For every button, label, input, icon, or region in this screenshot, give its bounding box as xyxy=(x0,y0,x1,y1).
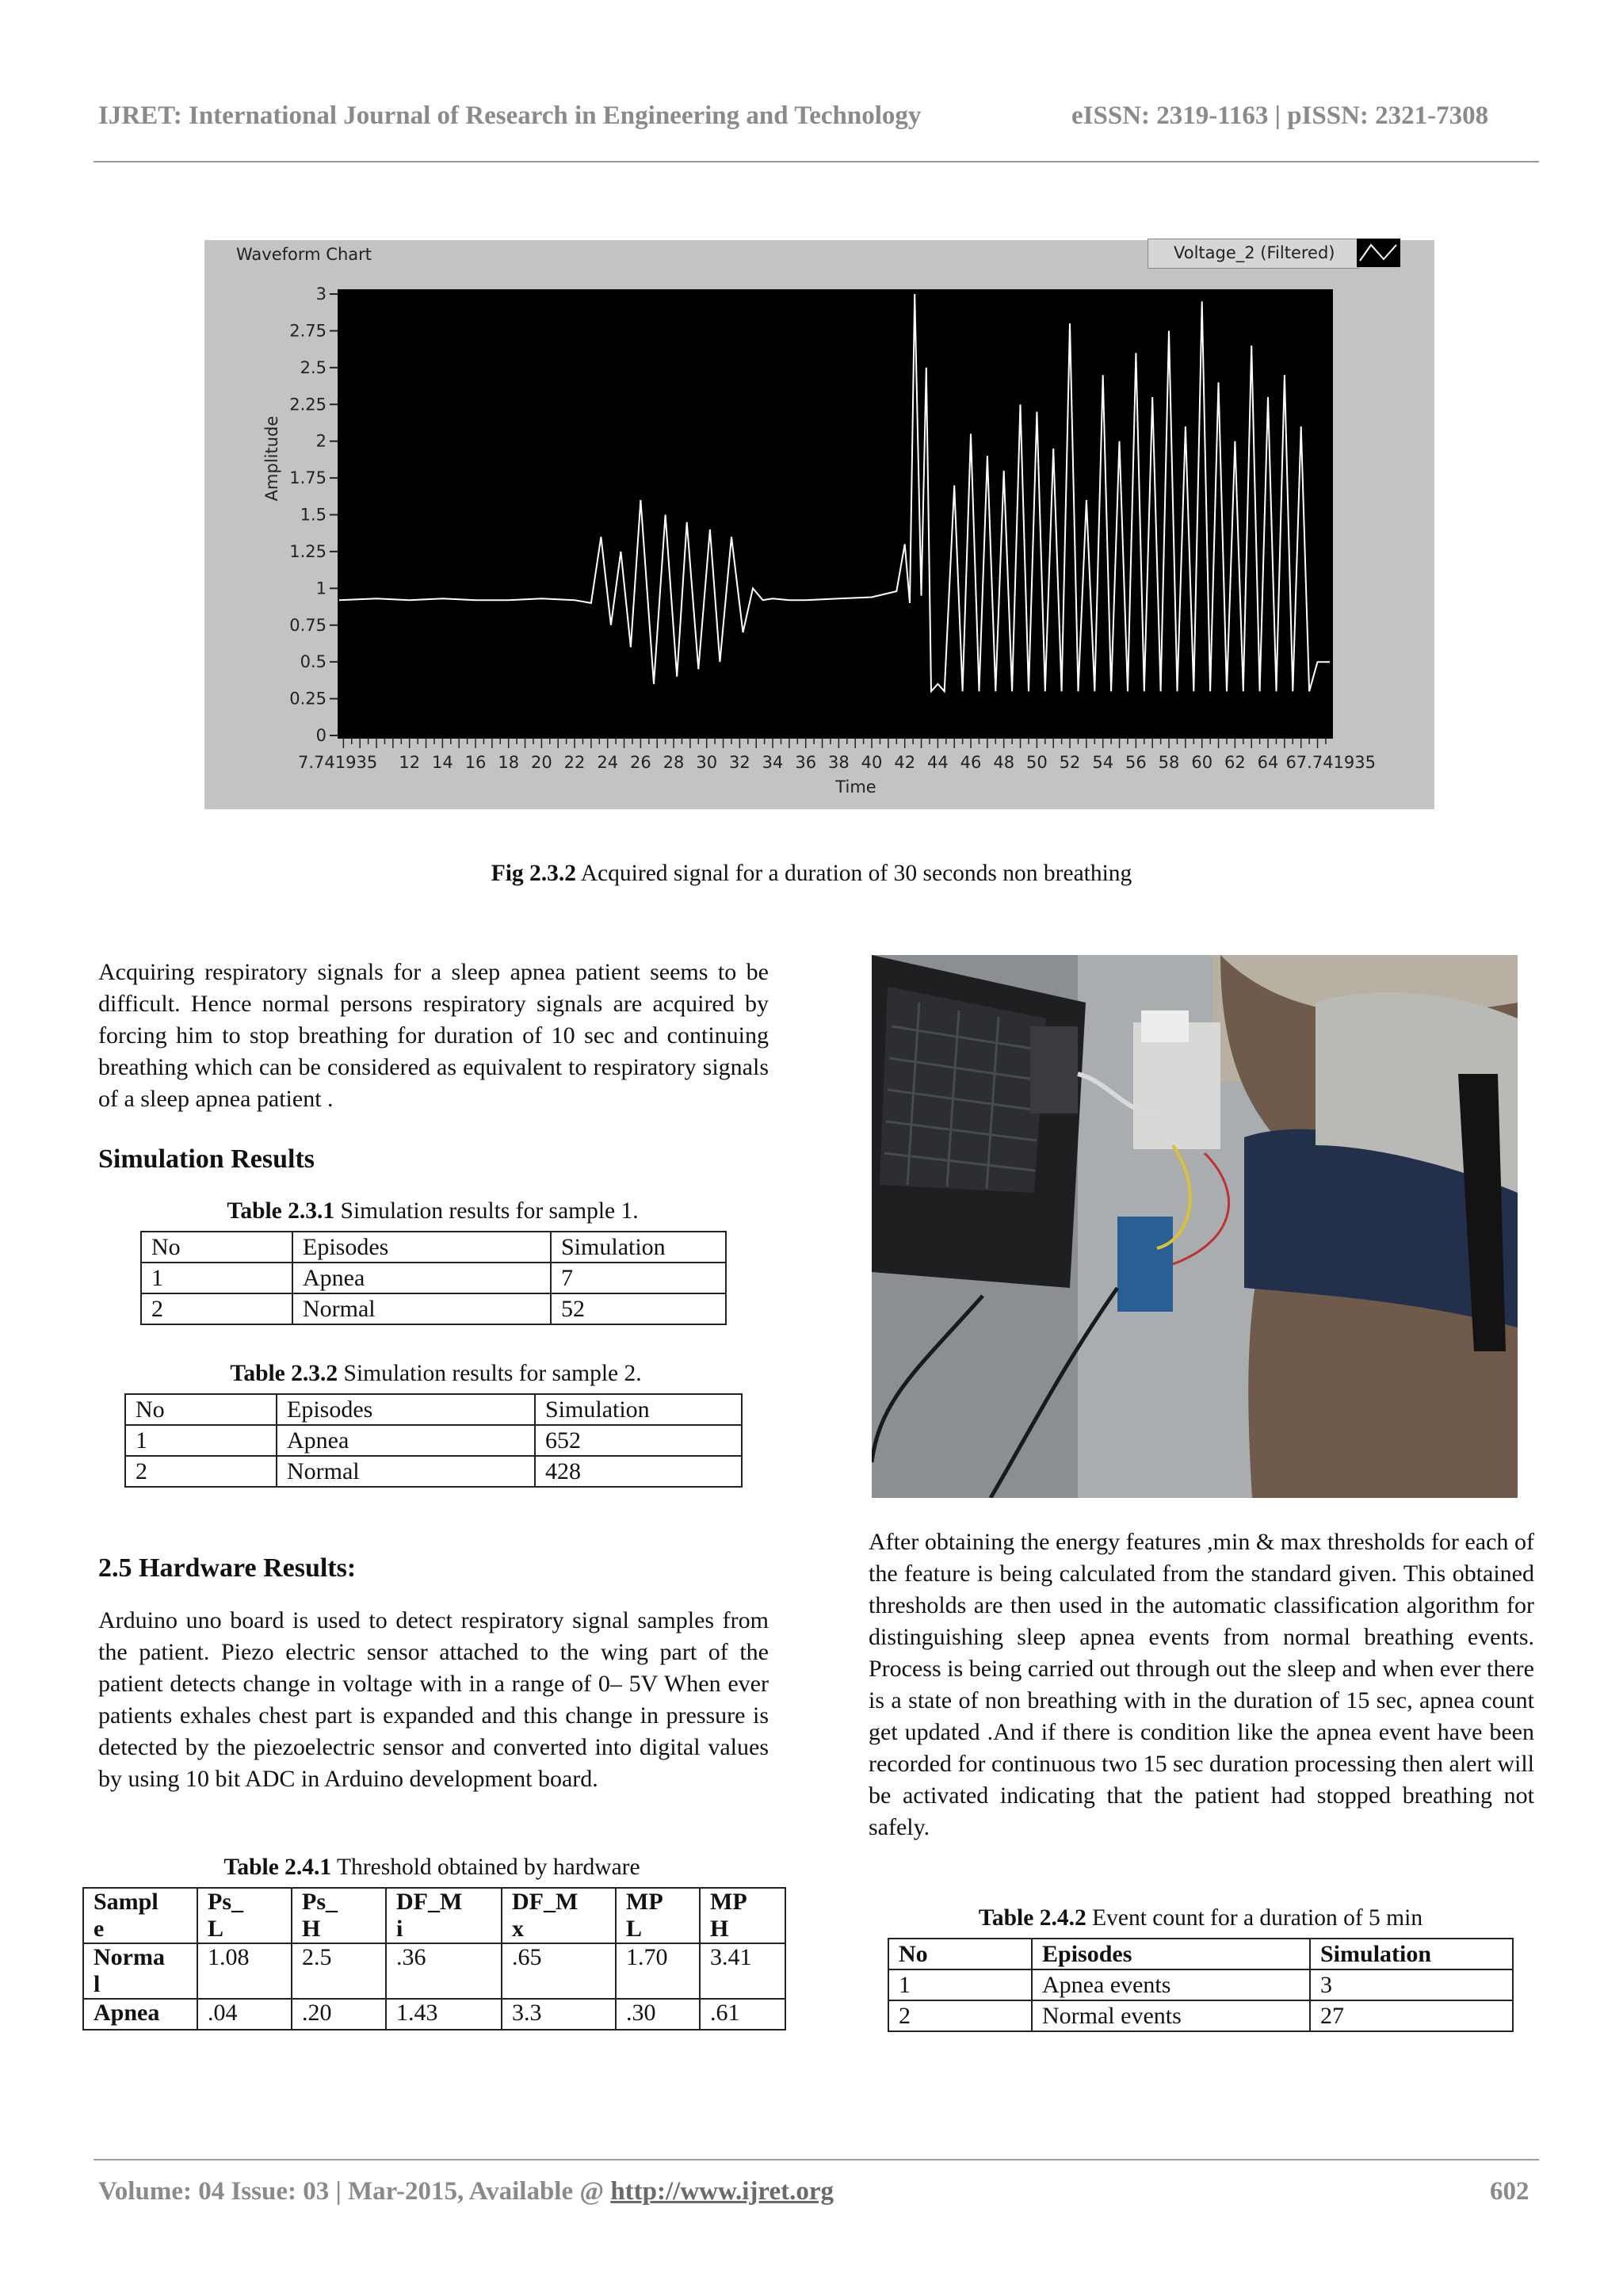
table-cell: 2 xyxy=(125,1456,277,1487)
table-232-label: Table 2.3.2 xyxy=(230,1361,338,1386)
table-row xyxy=(125,1394,742,1425)
table-cell: .61 xyxy=(700,1999,785,2030)
header-line: MP xyxy=(710,1889,747,1915)
table-row xyxy=(83,1888,785,1943)
table-cell: 1 xyxy=(141,1263,292,1293)
y-tick-label: 2.25 xyxy=(289,395,327,415)
table-header-cell: Simulation xyxy=(551,1232,726,1263)
hardware-paragraph: Arduino uno board is used to detect respiratory signal samples from the patient. Piezo electric sensor attached to the wing part of the patient detects change in voltage with in a range of 0– 5V When ever patients exhales chest part is expanded and this change in pressure is detected by the piezoelectric sensor and converted into digital values by using 10 bit ADC in Arduino development board. xyxy=(98,1607,769,1792)
series-line-voltage xyxy=(339,294,1330,691)
chart-svg xyxy=(238,269,1434,808)
x-tick-label: 18 xyxy=(498,753,520,772)
table-242 xyxy=(888,1938,1514,2032)
footer-volume xyxy=(98,2177,834,2206)
table-cell: 1.70 xyxy=(616,1943,700,1999)
table-232-caption-text: Simulation results for sample 2. xyxy=(338,1361,642,1386)
table-cell: 2.5 xyxy=(292,1943,386,1999)
table-231-label: Table 2.3.1 xyxy=(227,1198,335,1224)
table-row xyxy=(83,1943,785,1999)
x-tick-label: 7.741935 xyxy=(298,753,378,772)
x-tick-label: 54 xyxy=(1092,753,1114,772)
table-242-label: Table 2.4.2 xyxy=(978,1905,1086,1931)
table-header-cell xyxy=(616,1888,700,1943)
x-tick-label: 52 xyxy=(1059,753,1081,772)
table-cell: 52 xyxy=(551,1293,726,1324)
y-tick-label: 3 xyxy=(315,285,327,304)
header-line: MP xyxy=(626,1889,663,1915)
header-line: H xyxy=(302,1916,321,1942)
table-cell: 1 xyxy=(125,1425,277,1456)
y-axis-label: Amplitude xyxy=(262,415,281,502)
table-header-cell xyxy=(502,1888,616,1943)
x-tick-label: 42 xyxy=(894,753,916,772)
header-line: DF_M xyxy=(512,1889,579,1915)
hardware-heading: 2.5 Hardware Results: xyxy=(98,1553,357,1583)
y-tick-label: 1 xyxy=(315,579,327,598)
table-cell: 652 xyxy=(535,1425,742,1456)
hardware-setup-photo xyxy=(872,955,1518,1498)
legend-box xyxy=(1148,239,1359,269)
table-header-cell: No xyxy=(888,1939,1032,1969)
table-header-cell xyxy=(386,1888,502,1943)
header-line: L xyxy=(626,1916,643,1942)
x-tick-label: 46 xyxy=(960,753,982,772)
table-header-cell: Episodes xyxy=(1032,1939,1310,1969)
table-cell: 2 xyxy=(888,2000,1032,2031)
x-tick-label: 16 xyxy=(464,753,487,772)
y-tick-label: 0.75 xyxy=(289,615,327,635)
table-cell: .04 xyxy=(197,1999,292,2030)
table-row xyxy=(141,1263,726,1293)
table-header-cell xyxy=(292,1888,386,1943)
figure-caption-label: Fig 2.3.2 xyxy=(491,861,577,886)
table-header-cell: Episodes xyxy=(292,1232,551,1263)
table-241-caption-text: Threshold obtained by hardware xyxy=(331,1855,640,1880)
legend-swatch-icon xyxy=(1357,239,1400,267)
header-line: DF_M xyxy=(396,1889,463,1915)
journal-issn: eISSN: 2319-1163 | pISSN: 2321-7308 xyxy=(1071,101,1489,130)
table-cell: .65 xyxy=(502,1943,616,1999)
table-241 xyxy=(82,1887,786,2030)
x-tick-label: 30 xyxy=(696,753,718,772)
table-cell: 2 xyxy=(141,1293,292,1324)
header-line: i xyxy=(396,1916,403,1942)
table-cell: 1.43 xyxy=(386,1999,502,2030)
table-cell: .36 xyxy=(386,1943,502,1999)
x-tick-label: 22 xyxy=(563,753,586,772)
y-tick-label: 2.75 xyxy=(289,321,327,341)
table-cell: 1.08 xyxy=(197,1943,292,1999)
table-header-cell xyxy=(197,1888,292,1943)
table-header-cell: No xyxy=(125,1394,277,1425)
table-header-cell: Episodes xyxy=(277,1394,535,1425)
table-row xyxy=(888,1939,1513,1969)
legend-label: Voltage_2 (Filtered) xyxy=(1174,243,1335,262)
y-tick-label: 2 xyxy=(315,431,327,451)
table-cell: 428 xyxy=(535,1456,742,1487)
table-row xyxy=(83,1999,785,2030)
header-line: Ps_ xyxy=(302,1889,338,1915)
y-tick-label: 2.5 xyxy=(300,357,327,377)
table-231-caption-text: Simulation results for sample 1. xyxy=(334,1198,639,1224)
table-cell: 7 xyxy=(551,1263,726,1293)
x-tick-label: 62 xyxy=(1224,753,1246,772)
footer-volume-text: Volume: 04 Issue: 03 | Mar-2015, Available @ xyxy=(98,2177,611,2206)
table-242-caption xyxy=(888,1905,1514,1931)
table-cell: 1 xyxy=(888,1969,1032,2000)
table-cell: Normal xyxy=(277,1456,535,1487)
table-232 xyxy=(124,1393,743,1488)
table-header-cell xyxy=(700,1888,785,1943)
table-cell: Normal events xyxy=(1032,2000,1310,2031)
table-row-label: Apnea xyxy=(83,1999,197,2030)
table-241-caption xyxy=(143,1855,721,1881)
x-tick-label: 38 xyxy=(828,753,850,772)
y-tick-label: 1.5 xyxy=(300,505,327,525)
x-tick-label: 44 xyxy=(927,753,949,772)
x-tick-label: 60 xyxy=(1191,753,1213,772)
figure-caption-text: Acquired signal for a duration of 30 seconds non breathing xyxy=(576,861,1132,886)
table-cell: 3 xyxy=(1310,1969,1513,2000)
x-tick-label: 28 xyxy=(663,753,685,772)
x-tick-label: 56 xyxy=(1125,753,1147,772)
table-241-label: Table 2.4.1 xyxy=(223,1855,332,1880)
table-242-caption-text: Event count for a duration of 5 min xyxy=(1086,1905,1423,1931)
header-line: e xyxy=(94,1916,105,1942)
label-line: Norma xyxy=(94,1944,165,1970)
table-cell: 3.41 xyxy=(700,1943,785,1999)
table-231 xyxy=(140,1231,727,1325)
x-tick-label: 24 xyxy=(597,753,619,772)
table-231-caption xyxy=(139,1198,726,1224)
table-cell: .30 xyxy=(616,1999,700,2030)
x-tick-label: 12 xyxy=(399,753,421,772)
photo-illustration xyxy=(872,955,1518,1498)
y-tick-label: 0.5 xyxy=(300,652,327,672)
table-cell: 27 xyxy=(1310,2000,1513,2031)
table-header-cell xyxy=(83,1888,197,1943)
table-cell: Normal xyxy=(292,1293,551,1324)
table-cell: .20 xyxy=(292,1999,386,2030)
table-row xyxy=(125,1456,742,1487)
x-tick-label: 20 xyxy=(531,753,552,772)
journal-title: IJRET: International Journal of Research in Engineering and Technology xyxy=(98,101,922,130)
label-line: l xyxy=(94,1971,101,1997)
legend-swatch xyxy=(1357,239,1400,267)
table-cell: Apnea events xyxy=(1032,1969,1310,2000)
x-tick-label: 67.741935 xyxy=(1285,753,1376,772)
header-line: Ps_ xyxy=(208,1889,243,1915)
table-row xyxy=(125,1425,742,1456)
chart-title: Waveform Chart xyxy=(236,245,372,264)
x-tick-label: 34 xyxy=(762,753,784,772)
y-tick-label: 1.25 xyxy=(289,541,327,561)
x-tick-label: 64 xyxy=(1257,753,1279,772)
simulation-heading: Simulation Results xyxy=(98,1144,315,1174)
table-row-label xyxy=(83,1943,197,1999)
figure-caption xyxy=(0,861,1623,887)
right-paragraph: After obtaining the energy features ,min & max thresholds for each of the feature is being calculated from the standard given. This obtained thresholds are then used in the automatic classification algorithm for distinguishing sleep apnea events from normal breathing events. Process is being carried out through out the sleep and when ever there is a state of non breathing with in the duration of 15 sec, apnea count get updated .And if there is condition like the apnea event have been recorded for continuous two 15 sec duration processing then alert will be activated indicating that the patient had stopped breathing not safely. xyxy=(869,1529,1534,1840)
x-tick-label: 26 xyxy=(630,753,651,772)
table-cell: Apnea xyxy=(277,1425,535,1456)
x-tick-label: 58 xyxy=(1158,753,1180,772)
footer-link[interactable]: http://www.ijret.org xyxy=(610,2177,834,2206)
y-tick-label: 0 xyxy=(315,726,327,745)
page-number: 602 xyxy=(1490,2177,1529,2206)
table-row xyxy=(141,1232,726,1263)
header-rule xyxy=(94,161,1539,162)
table-header-cell: Simulation xyxy=(1310,1939,1513,1969)
x-tick-label: 36 xyxy=(795,753,817,772)
x-tick-label: 48 xyxy=(993,753,1015,772)
table-cell: Apnea xyxy=(292,1263,551,1293)
table-header-cell: No xyxy=(141,1232,292,1263)
x-axis-label: Time xyxy=(835,777,876,797)
header-line: L xyxy=(208,1916,224,1942)
x-tick-label: 14 xyxy=(432,753,453,772)
header-line: x xyxy=(512,1916,524,1942)
x-tick-label: 40 xyxy=(861,753,883,772)
table-cell: 3.3 xyxy=(502,1999,616,2030)
header-line: Sampl xyxy=(94,1889,158,1915)
table-row xyxy=(888,2000,1513,2031)
x-tick-label: 50 xyxy=(1026,753,1048,772)
table-row xyxy=(141,1293,726,1324)
footer-rule xyxy=(94,2159,1539,2160)
y-tick-label: 0.25 xyxy=(289,689,327,709)
y-tick-label: 1.75 xyxy=(289,468,327,488)
table-232-caption xyxy=(127,1361,745,1387)
table-header-cell: Simulation xyxy=(535,1394,742,1425)
header-line: H xyxy=(710,1916,729,1942)
table-row xyxy=(888,1969,1513,2000)
x-tick-label: 32 xyxy=(729,753,750,772)
intro-paragraph: Acquiring respiratory signals for a sleep apnea patient seems to be difficult. Hence normal persons respiratory signals are acquired by forcing him to stop breathing for duration of 10 sec and continuing breathing which can be considered as equivalent to respiratory signals of a sleep apnea patient . xyxy=(98,959,769,1112)
